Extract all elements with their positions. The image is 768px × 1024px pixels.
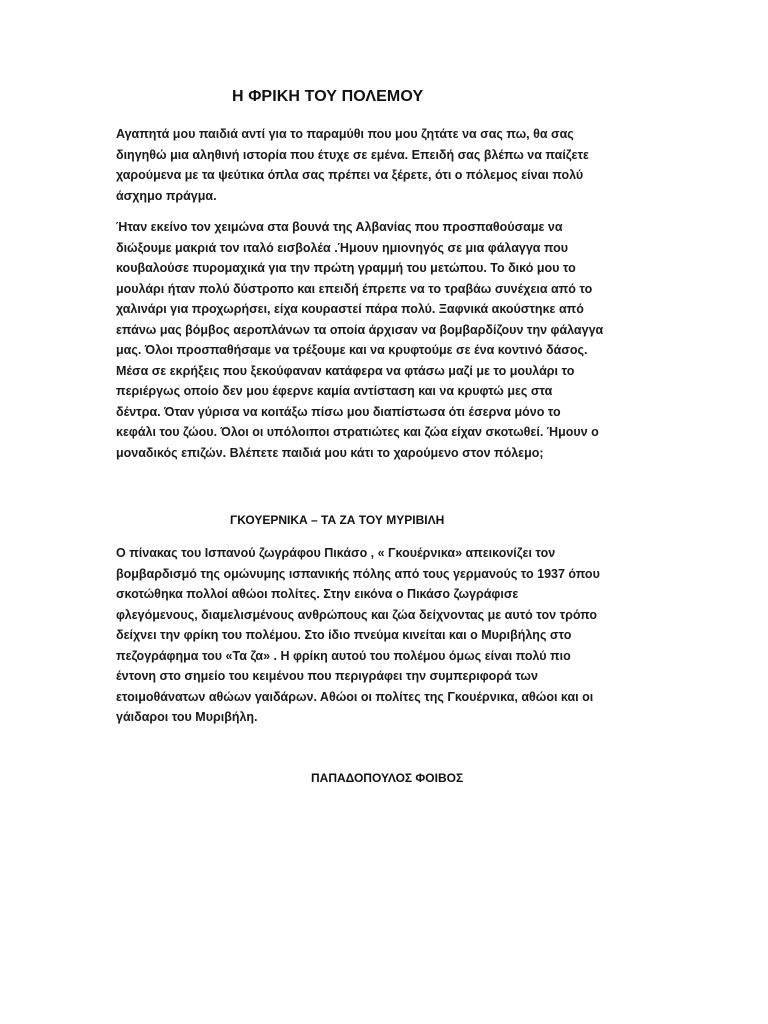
paragraph-line: φλεγόμενους, διαμελισμένους ανθρώπους και ζώα δείχνοντας με αυτό τον τρόπο: [116, 607, 598, 622]
paragraph-line: ετοιμοθάνατων αθώων γαιδάρων. Αθώοι οι πολίτες της Γκουέρνικα, αθώοι και οι: [116, 689, 594, 704]
paragraph-line: βομβαρδισμό της ομώνυμης ισπανικής πόλης από τους γερμανούς το 1937 όπου: [116, 566, 600, 581]
paragraph-guernica: [116, 543, 676, 728]
paragraph-line: Μέσα σε εκρήξεις που ξεκούφαναν κατάφερα να φτάσω μαζί με το μουλάρι το: [116, 363, 575, 378]
paragraph-line: σκοτώθηκα πολλοί αθώοι πολίτες. Στην εικόνα ο Πικάσο ζωγράφισε: [116, 587, 519, 601]
paragraph-line: επάνω μας βόμβος αεροπλάνων τα οποία άρχισαν να βομβαρδίζουν την φάλαγγα: [116, 322, 604, 337]
paragraph-line: περιέργως οποίο δεν μου έφερνε καμία αντίσταση και να κρυφτώ μες στα: [116, 384, 553, 398]
paragraph-line: χαλινάρι για προχωρήσει, είχα κουραστεί πάρα πολύ. Ξαφνικά ακούστηκε από: [116, 302, 584, 316]
section-subtitle: ΓΚΟΥΕΡΝΙΚΑ – ΤΑ ΖΑ ΤΟΥ ΜΥΡΙΒΙΛΗ: [230, 513, 445, 527]
document-title: Η ΦΡΙΚΗ ΤΟΥ ΠΟΛΕΜΟΥ: [232, 88, 424, 105]
paragraph-line: έντονη στο σημείο του κειμένου που περιγράφει την συμπεριφορά των: [116, 669, 538, 683]
paragraph-line: δέντρα. Όταν γύρισα να κοιτάξω πίσω μου διαπίστωσα ότι έσερνα μόνο το: [116, 404, 561, 419]
paragraph-line: άσχημο πράγμα.: [116, 188, 217, 203]
paragraph-line: κεφάλι του ζώου. Όλοι οι υπόλοιποι στρατιώτες και ζώα είχαν σκοτωθεί. Ήμουν ο: [116, 425, 599, 439]
paragraph-line: χαρούμενα με τα ψεύτικα όπλα σας πρέπει να ξέρετε, ότι ο πόλεμος είναι πολύ: [116, 168, 584, 182]
author-name: ΠΑΠΑΔΟΠΟΥΛΟΣ ΦΟΙΒΟΣ: [311, 771, 464, 785]
paragraph-line: πεζογράφημα του «Τα ζα» . Η φρίκη αυτού του πολέμου όμως είναι πολύ πιο: [116, 648, 571, 663]
paragraph-line: διηγηθώ μια αληθινή ιστορία που έτυχε σε εμένα. Επειδή σας βλέπω να παίζετε: [116, 147, 589, 162]
paragraph-line: Ο πίνακας του Ισπανού ζωγράφου Πικάσο , « Γκουέρνικα» απεικονίζει τον: [116, 546, 556, 560]
paragraph-line: μοναδικός επιζών. Βλέπετε παιδιά μου κάτι το χαρούμενο στον πόλεμο;: [116, 445, 544, 460]
paragraph-line: Αγαπητά μου παιδιά αντί για το παραμύθι που μου ζητάτε να σας πω, θα σας: [116, 127, 574, 141]
paragraph-line: Ήταν εκείνο τον χειμώνα στα βουνά της Αλβανίας που προσπαθούσαμε να: [116, 220, 563, 234]
paragraph-line: γάιδαροι του Μυριβήλη.: [116, 710, 258, 724]
paragraph-line: δείχνει την φρίκη του πολέμου. Στο ίδιο πνεύμα κινείται και ο Μυριβήλης στο: [116, 628, 572, 642]
paragraph-story: [116, 217, 676, 463]
paragraph-intro: [116, 124, 676, 206]
paragraph-line: διώξουμε μακριά τον ιταλό εισβολέα .Ήμουν ημιονηγός σε μια φάλαγγα που: [116, 240, 569, 255]
paragraph-line: μουλάρι ήταν πολύ δύστροπο και επειδή έπρεπε να το τραβάω συνέχεια από το: [116, 281, 593, 296]
paragraph-line: κουβαλούσε πυρομαχικά για την πρώτη γραμμή του μετώπου. Το δικό μου το: [116, 261, 576, 275]
paragraph-line: μας. Όλοι προσπαθήσαμε να τρέξουμε και να κρυφτούμε σε ένα κοντινό δάσος.: [116, 343, 588, 357]
